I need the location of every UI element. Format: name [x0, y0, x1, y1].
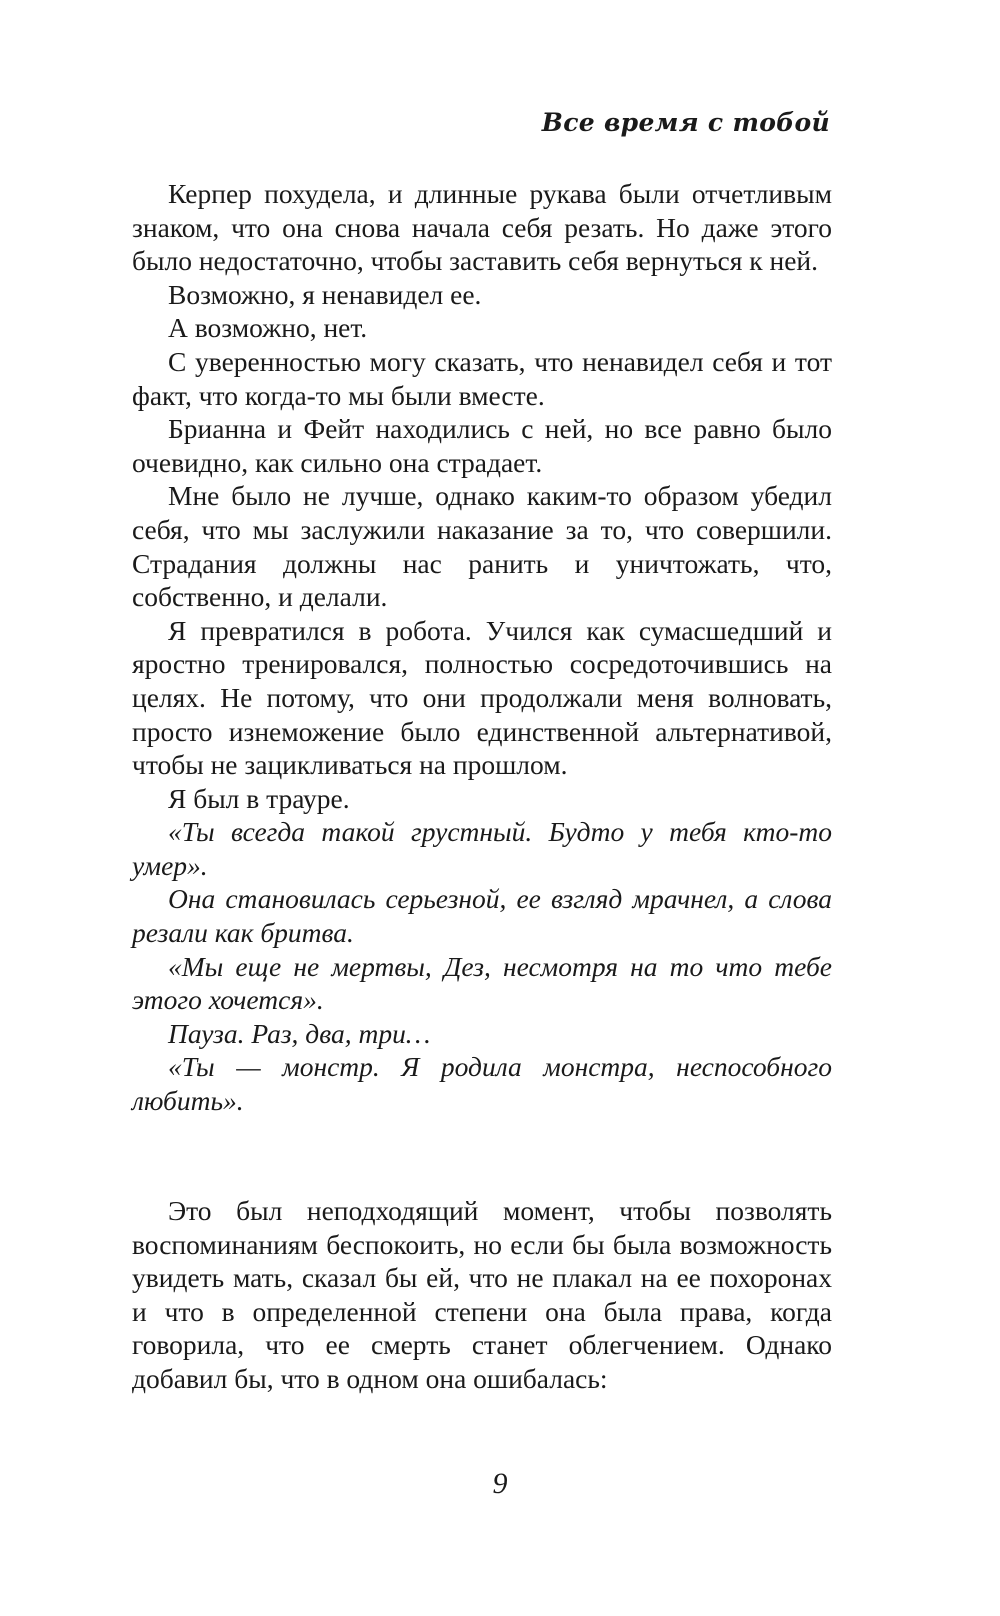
body-text-section-2	[132, 1194, 832, 1396]
paragraph: С уверенностью могу сказать, что ненавидел себя и тот факт, что когда-то мы были вместе.	[132, 345, 832, 411]
italic-paragraph: Она становилась серьезной, ее взгляд мрачнел, а слова резали как бритва.	[132, 883, 832, 949]
body-text-section-1	[132, 177, 832, 1118]
paragraph: А возможно, нет.	[168, 312, 368, 344]
running-header: Все время с тобой	[541, 108, 830, 137]
paragraph: Я превратился в робота. Учился как сумасшедший и яростно тренировался, полностью сосредоточившись на целях. Не потому, что они продолжали меня волновать, просто изнеможение было единственной альтернативой, чтобы не зацикливаться на прошлом.	[132, 614, 832, 781]
italic-quote: «Ты всегда такой грустный. Будто у тебя кто-то умер».	[132, 816, 832, 881]
paragraph: Это был неподходящий момент, чтобы позволять воспоминаниям беспокоить, но если бы была возможность увидеть мать, сказал бы ей, что не плакал на ее похоронах и что в определенной степени она была права, когда говорила, что ее смерть станет облегчением. Однако добавил бы, что в одном она ошибалась:	[132, 1195, 832, 1394]
page-number: 9	[492, 1467, 508, 1500]
italic-quote: «Ты — монстр. Я родила монстра, неспособного любить».	[132, 1051, 832, 1117]
paragraph: Керпер похудела, и длинные рукава были отчетливым знаком, что она снова начала себя резать. Но даже этого было недостаточно, чтобы заставить себя вернуться к ней.	[132, 178, 832, 277]
italic-paragraph: Пауза. Раз, два, три…	[168, 1017, 431, 1049]
paragraph: Мне было не лучше, однако каким-то образом убедил себя, что мы заслужили наказание за то, что совершили. Страдания должны нас ранить и уничтожать, что, собственно, и делали.	[132, 480, 832, 613]
paragraph: Возможно, я ненавидел ее.	[168, 278, 482, 310]
italic-quote: «Мы еще не мертвы, Дез, несмотря на то что тебе этого хочется».	[132, 950, 832, 1016]
paragraph: Я был в трауре.	[168, 782, 350, 814]
paragraph: Брианна и Фейт находились с ней, но все равно было очевидно, как сильно она страдает.	[132, 413, 832, 478]
